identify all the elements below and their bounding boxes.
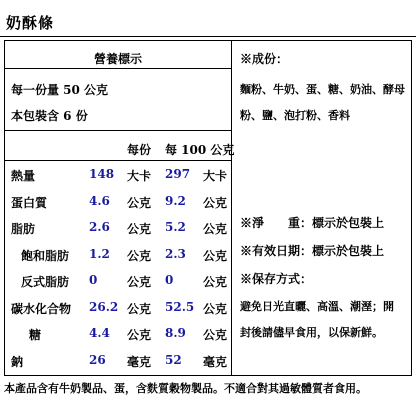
expiry-date: ※有效日期：標示於包裝上: [240, 244, 385, 258]
ingredients-line-1: 麵粉、牛奶、蛋、糖、奶油、酵母: [240, 83, 405, 96]
servings-per-package: 本包裝含 6 份: [11, 109, 88, 123]
per-100g-unit: 公克: [203, 222, 228, 236]
per-100g-unit: 大卡: [203, 169, 228, 183]
divider: [5, 68, 231, 69]
per-serving-value: 4.4: [89, 326, 110, 340]
per-serving-unit: 公克: [127, 195, 152, 210]
per-100g-value: 8.9: [165, 326, 186, 340]
ingredients-label: ※成份：: [240, 52, 289, 66]
per-serving-value: 2.6: [89, 220, 110, 234]
title-divider: [0, 36, 416, 37]
ingredients-line-2: 粉、鹽、泡打粉、香料: [240, 109, 350, 122]
serving-size: 每一份量 50 公克: [11, 83, 109, 97]
per-100g-value: 5.2: [165, 220, 186, 234]
per-100g-unit: 公克: [203, 328, 228, 342]
nutrient-name: 熱量: [11, 169, 36, 183]
nutrient-name: 蛋白質: [11, 195, 48, 210]
allergen-note: 本產品含有牛奶製品、蛋，含麩質穀物製品。不適合對其過敏體質者食用。: [4, 382, 367, 395]
per-100g-value: 297: [165, 167, 191, 181]
per-serving-value: 26: [89, 352, 106, 367]
per-serving-value: 26.2: [89, 299, 119, 314]
storage-line-1: 避免日光直曬、高溫、潮溼；開: [240, 300, 394, 313]
per-100g-unit: 公克: [203, 195, 228, 210]
col-header-per-100g: 每 100 公克: [165, 143, 235, 157]
storage-line-2: 封後請儘早食用，以保新鮮。: [240, 326, 383, 339]
product-title: 奶酥條: [6, 14, 55, 32]
per-serving-unit: 公克: [127, 275, 152, 289]
storage-label: ※保存方式：: [240, 272, 313, 286]
per-serving-unit: 公克: [127, 301, 152, 316]
per-100g-value: 2.3: [165, 246, 186, 261]
per-serving-value: 4.6: [89, 193, 110, 208]
per-100g-value: 52.5: [165, 299, 195, 314]
nutrition-header: 營養標示: [93, 52, 142, 66]
per-100g-value: 9.2: [165, 193, 186, 208]
nutrition-facts-panel: [4, 40, 235, 376]
net-weight: ※淨 重：標示於包裝上: [240, 216, 385, 230]
per-100g-value: 52: [165, 352, 182, 367]
col-header-per-serving: 每份: [127, 143, 152, 157]
nutrient-name: 飽和脂肪: [21, 248, 70, 263]
per-serving-value: 148: [89, 167, 115, 181]
per-serving-unit: 毫克: [127, 354, 152, 369]
per-100g-unit: 公克: [203, 275, 228, 289]
per-serving-unit: 公克: [127, 222, 152, 236]
per-100g-unit: 毫克: [203, 354, 228, 369]
per-100g-unit: 公克: [203, 248, 228, 263]
per-100g-value: 0: [165, 273, 174, 287]
nutrient-name: 鈉: [11, 354, 24, 369]
per-serving-unit: 公克: [127, 328, 152, 342]
per-serving-unit: 大卡: [127, 169, 152, 183]
per-serving-unit: 公克: [127, 248, 152, 263]
per-serving-value: 0: [89, 273, 98, 287]
per-100g-unit: 公克: [203, 301, 228, 316]
nutrient-name: 脂肪: [11, 222, 36, 236]
product-info-panel: [232, 40, 412, 376]
nutrient-name: 反式脂肪: [21, 275, 70, 289]
per-serving-value: 1.2: [89, 246, 110, 261]
divider: [5, 160, 231, 161]
nutrient-name: 碳水化合物: [11, 301, 72, 316]
nutrient-name: 糖: [29, 328, 42, 342]
divider: [5, 130, 231, 131]
